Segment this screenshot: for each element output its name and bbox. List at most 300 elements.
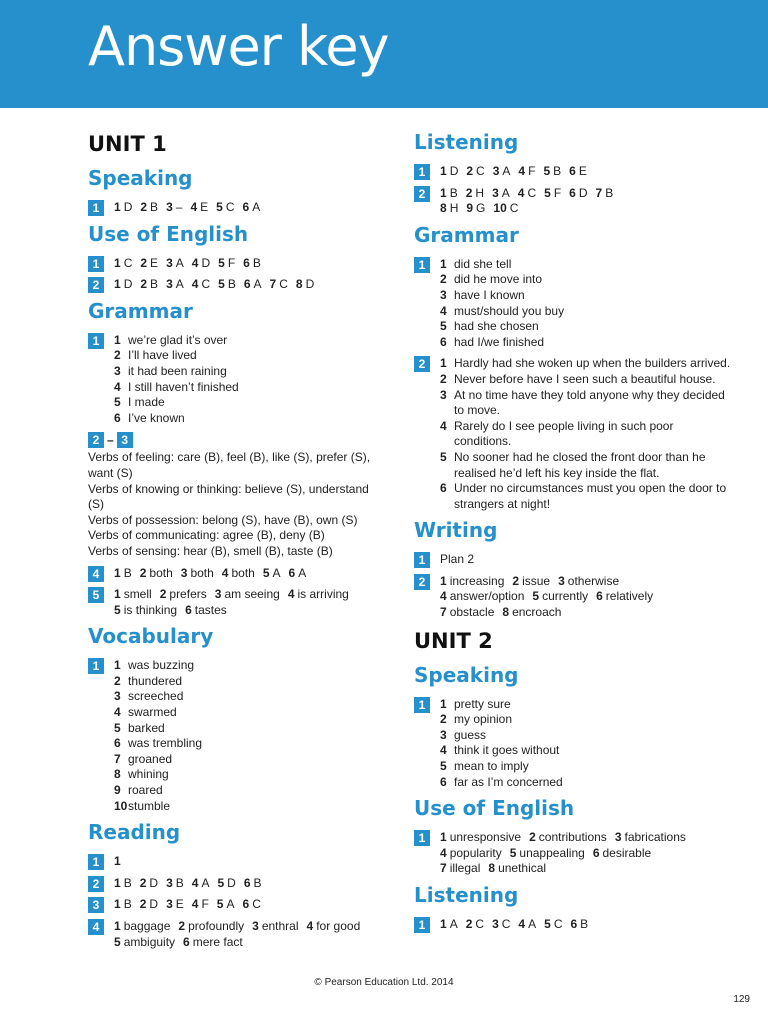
answer-item (114, 876, 132, 890)
item-number: 6 (288, 565, 296, 580)
answer-row (114, 277, 388, 293)
section-heading: Speaking (414, 662, 519, 687)
answer-item (217, 876, 235, 890)
item-answer: issue (522, 573, 551, 588)
item-number: 5 (216, 897, 224, 912)
item-number: 2 (529, 830, 536, 845)
answer-item (440, 830, 521, 844)
item-answer: C (527, 185, 537, 200)
answer-item (492, 917, 510, 931)
answer-item (185, 603, 227, 617)
item-answer: mean to imply (454, 759, 529, 774)
exercise (414, 257, 734, 351)
item-number: 2 (465, 185, 473, 200)
item-answer: answer/option (449, 589, 525, 604)
item-number: 1 (440, 573, 447, 588)
item-number: 8 (295, 277, 303, 292)
answer-item (216, 200, 234, 214)
item-number: 2 (440, 272, 447, 287)
exercise-number-badge: 3 (88, 897, 104, 913)
answer-item (192, 277, 210, 291)
exercise-number-badge: 1 (414, 552, 430, 568)
item-answer: B (253, 875, 262, 890)
header-bar (0, 0, 768, 108)
item-answer: tastes (194, 602, 227, 617)
item-number: 6 (114, 736, 121, 751)
item-number: 1 (114, 587, 121, 602)
answer-line (114, 380, 388, 396)
item-number: 5 (114, 395, 121, 410)
answer-item (440, 861, 480, 875)
exercise (414, 356, 734, 512)
item-answer: whining (128, 767, 169, 782)
item-number: 5 (216, 200, 223, 214)
exercise-number-badge: 2 (414, 574, 430, 590)
left-column (88, 124, 388, 956)
answer-item (192, 876, 210, 890)
answer-line (440, 272, 734, 288)
item-number: 4 (440, 589, 447, 604)
unit-heading: UNIT 2 (414, 628, 493, 653)
exercise-number-badge: 1 (414, 697, 430, 713)
item-answer: F (553, 185, 562, 200)
answer-row (440, 186, 734, 202)
section-heading: Speaking (88, 166, 193, 190)
unit-heading: UNIT 1 (88, 132, 167, 156)
answer-row (440, 830, 734, 846)
exercise (88, 587, 388, 618)
item-number: 8 (114, 767, 121, 782)
item-number: 1 (114, 897, 121, 912)
answer-item (140, 200, 158, 214)
answer-row (440, 917, 734, 933)
item-answer: unresponsive (449, 830, 522, 845)
item-answer: I still haven’t finished (128, 379, 239, 394)
answer-item (215, 587, 280, 601)
item-number: 4 (440, 418, 447, 433)
answer-item (114, 277, 132, 291)
section-heading: Vocabulary (88, 624, 214, 649)
exercise (414, 697, 734, 791)
answer-item (166, 200, 182, 214)
answer-item (114, 603, 177, 617)
answer-row (114, 876, 388, 892)
answer-item (518, 917, 536, 931)
item-number: 2 (159, 587, 167, 602)
answer-item (218, 256, 235, 270)
verb-category-line: Verbs of sensing: hear (B), smell (B), taste (B) (88, 543, 333, 558)
answer-item (488, 861, 546, 875)
answer-item (243, 256, 261, 270)
answer-item (288, 587, 349, 601)
answer-line (440, 759, 734, 775)
item-answer: B (580, 917, 589, 931)
exercise (414, 164, 734, 180)
item-number: 4 (190, 200, 198, 214)
item-number: 10 (114, 798, 128, 813)
answer-item (296, 277, 314, 291)
answer-line (114, 658, 388, 674)
exercise-number-badge: 2 (88, 876, 104, 892)
answer-row (114, 854, 388, 870)
item-number: 3 (166, 277, 173, 292)
item-answer: C (476, 164, 485, 178)
answer-item (512, 574, 550, 588)
item-number: 10 (493, 201, 507, 216)
item-answer: B (227, 277, 236, 292)
item-number: 9 (114, 783, 121, 798)
answer-line (440, 372, 734, 388)
item-answer: E (175, 897, 184, 912)
item-answer: A (501, 185, 510, 200)
item-answer: B (123, 875, 132, 890)
item-answer: B (605, 185, 614, 200)
answer-item (166, 277, 184, 291)
verb-category-line: Verbs of communicating: agree (B), deny (B) (88, 528, 325, 543)
answer-item (252, 919, 298, 933)
exercise (88, 256, 388, 272)
answer-line (114, 364, 388, 380)
exercise-number-badge: 1 (414, 830, 430, 846)
exercise-number-badge: 3 (117, 432, 133, 448)
item-number: 6 (570, 917, 578, 931)
item-number: 6 (243, 255, 250, 270)
answer-item (569, 164, 587, 178)
item-answer: it had been raining (128, 363, 227, 378)
exercise-number-badge: 4 (88, 566, 104, 582)
item-answer: groaned (128, 751, 173, 766)
answer-line (440, 419, 734, 450)
exercise-number-badge: 1 (88, 658, 104, 674)
answer-line (440, 304, 734, 320)
answer-item (440, 605, 494, 619)
item-number: 8 (440, 201, 447, 216)
exercise-number-badge: 2 (414, 356, 430, 372)
item-answer: far as I’m concerned (454, 774, 563, 789)
item-answer: prefers (169, 587, 207, 602)
item-number: 4 (191, 897, 199, 912)
item-answer: C (553, 917, 563, 931)
item-answer: did she tell (454, 256, 512, 271)
answer-item (558, 574, 619, 588)
verb-category-line: Verbs of possession: belong (S), have (B), own (S) (88, 512, 358, 527)
answer-line (114, 799, 388, 815)
answer-item (569, 186, 587, 200)
right-column (414, 124, 734, 939)
item-answer: G (476, 201, 486, 216)
section-heading: Grammar (88, 298, 193, 323)
item-answer: contributions (538, 830, 607, 845)
item-answer: illegal (449, 861, 481, 876)
item-number: 5 (218, 255, 225, 270)
item-number: 2 (114, 348, 121, 363)
item-number: 2 (140, 277, 148, 292)
item-number: 1 (440, 256, 447, 271)
section-heading: Listening (414, 130, 519, 154)
answer-item (140, 256, 158, 270)
page-number: 129 (733, 994, 750, 1005)
section-heading: Use of English (88, 221, 249, 246)
item-answer: desirable (602, 845, 652, 860)
answer-item (192, 897, 209, 911)
answer-line (114, 674, 388, 690)
answer-item (510, 846, 585, 860)
item-answer: C (225, 200, 235, 214)
item-answer: E (578, 164, 587, 178)
item-number: 2 (139, 565, 147, 580)
answer-item (217, 897, 235, 911)
answer-item (166, 876, 184, 890)
item-number: 5 (544, 185, 551, 200)
item-number: 3 (180, 565, 188, 580)
section-heading: Reading (88, 820, 181, 845)
item-number: 6 (596, 589, 603, 604)
item-number: 6 (440, 481, 447, 496)
item-answer: B (123, 565, 132, 580)
exercise (88, 432, 388, 559)
verb-category-line: Verbs of feeling: care (B), feel (B), like (S), prefer (S), want (S) (88, 450, 371, 480)
item-number: 5 (218, 277, 225, 292)
item-answer: is thinking (123, 602, 178, 617)
answer-line (114, 736, 388, 752)
item-number: 5 (114, 934, 121, 949)
item-answer: had I/we finished (454, 334, 545, 349)
answer-item (270, 277, 288, 291)
answer-item (466, 201, 485, 215)
item-answer: Rarely do I see people living in such poor conditions. (454, 418, 674, 449)
item-answer: did he move into (454, 272, 543, 287)
answer-item (289, 566, 307, 580)
item-answer: must/should you buy (454, 303, 565, 318)
item-answer: B (553, 164, 562, 178)
item-answer: D (123, 277, 133, 292)
item-answer: mere fact (192, 934, 243, 949)
item-number: 4 (221, 565, 229, 580)
item-number: 1 (114, 565, 121, 580)
exercise (88, 566, 388, 582)
answer-row (114, 935, 388, 951)
answer-item (160, 587, 207, 601)
item-number: 2 (465, 917, 473, 931)
item-answer: – (175, 200, 183, 214)
item-number: 1 (114, 277, 121, 292)
item-number: 1 (114, 919, 121, 933)
item-number: 7 (440, 861, 447, 876)
item-number: 3 (166, 875, 173, 890)
exercise (88, 876, 388, 892)
item-number: 6 (243, 277, 251, 292)
item-answer: Hardly had she woken up when the builders arrived. (454, 356, 731, 371)
answer-item (596, 589, 653, 603)
answer-item (114, 256, 132, 270)
section-heading: Use of English (414, 796, 575, 821)
answer-item (529, 830, 607, 844)
exercise (88, 200, 388, 216)
answer-item (243, 897, 261, 911)
item-answer: C (509, 201, 519, 216)
answer-item (518, 164, 535, 178)
answer-line (114, 767, 388, 783)
answer-line (114, 752, 388, 768)
answer-item (532, 589, 588, 603)
answer-line (440, 697, 734, 713)
item-answer: A (175, 255, 184, 270)
item-answer: Never before have I seen such a beautiful house. (454, 371, 716, 386)
item-number: 5 (262, 565, 270, 580)
item-number: 6 (185, 602, 192, 617)
answer-item (492, 186, 510, 200)
item-answer: A (252, 200, 261, 214)
item-number: 6 (114, 410, 121, 425)
item-answer: B (175, 875, 184, 890)
item-answer: currently (542, 589, 589, 604)
answer-row (114, 919, 388, 935)
answer-item (544, 917, 562, 931)
exercise (88, 919, 388, 950)
answer-item (140, 566, 173, 580)
answer-item (190, 200, 208, 214)
item-answer: popularity (449, 845, 502, 860)
answer-item (440, 589, 524, 603)
item-number: 1 (114, 332, 121, 347)
item-number: 1 (440, 696, 447, 711)
item-answer: I made (128, 395, 165, 410)
exercise-number-badge: 1 (88, 256, 104, 272)
item-number: 5 (543, 164, 551, 178)
answer-line (114, 783, 388, 799)
section-heading: Grammar (414, 222, 519, 247)
answer-item (440, 846, 502, 860)
item-answer: C (252, 897, 261, 912)
exercise (414, 917, 734, 933)
item-answer: I’ve known (128, 410, 185, 425)
item-answer: barked (128, 720, 165, 735)
answer-line (440, 728, 734, 744)
exercise-number-badge: 2 (88, 432, 104, 448)
item-number: 1 (114, 875, 121, 890)
answer-item (596, 186, 614, 200)
item-number: 2 (178, 919, 186, 933)
answer-item (263, 566, 281, 580)
answer-item (244, 277, 262, 291)
verb-category-line: Verbs of knowing or thinking: believe (S), understand (S) (88, 481, 369, 512)
exercise (414, 186, 734, 217)
item-answer: A (175, 277, 184, 292)
answer-line (440, 743, 734, 759)
answer-item (244, 876, 262, 890)
answer-item (166, 897, 184, 911)
item-number: 1 (114, 658, 121, 673)
item-number: 4 (440, 845, 447, 860)
answer-line (114, 395, 388, 411)
item-answer: ambiguity (123, 934, 176, 949)
item-number: 4 (287, 587, 295, 602)
answer-row (114, 566, 388, 582)
item-answer: profoundly (188, 919, 245, 933)
item-number: 4 (114, 705, 121, 720)
answer-item (140, 897, 158, 911)
item-number: 4 (518, 917, 526, 931)
exercise-number-badge: 5 (88, 587, 104, 603)
answer-item (440, 164, 458, 178)
exercise (88, 854, 388, 870)
answer-line (114, 705, 388, 721)
item-number: 6 (440, 334, 447, 349)
item-number: 1 (440, 917, 447, 931)
item-number: 3 (252, 919, 259, 933)
item-answer: pretty sure (454, 696, 511, 711)
item-answer: A (502, 164, 511, 178)
exercise-number-badge: 1 (88, 854, 104, 870)
answer-item (544, 186, 561, 200)
item-answer: think it goes without (454, 743, 560, 758)
exercise (88, 897, 388, 913)
answer-item (570, 917, 588, 931)
answer-line (440, 288, 734, 304)
answer-row (440, 201, 734, 217)
item-answer: D (149, 875, 159, 890)
item-number: 2 (114, 673, 121, 688)
item-answer: roared (128, 783, 163, 798)
answer-text: Plan 2 (440, 552, 475, 567)
exercise-number-badge: 1 (414, 164, 430, 180)
answer-line (440, 481, 734, 512)
answer-line (114, 721, 388, 737)
answer-item (593, 846, 651, 860)
item-number: 5 (114, 720, 121, 735)
item-answer: screeched (128, 689, 184, 704)
item-answer: otherwise (567, 573, 620, 588)
answer-item (466, 164, 484, 178)
exercise-number-badge: 4 (88, 919, 104, 935)
exercise (414, 574, 734, 621)
item-number: 6 (242, 897, 250, 912)
item-answer: was trembling (128, 736, 203, 751)
answer-item (440, 201, 458, 215)
answer-line (440, 356, 734, 372)
item-answer: B (123, 897, 132, 912)
item-number: 5 (440, 449, 447, 464)
item-answer: A (298, 565, 307, 580)
item-answer: C (501, 917, 511, 931)
item-answer: A (226, 897, 235, 912)
item-answer: A (528, 917, 537, 931)
item-answer: both (190, 565, 214, 580)
item-number: 8 (502, 605, 510, 620)
item-answer: D (578, 185, 588, 200)
exercise-number-badge: 1 (88, 333, 104, 349)
item-number: 3 (166, 255, 173, 270)
item-number: 4 (114, 379, 121, 394)
item-answer: D (305, 277, 315, 292)
item-answer: swarmed (128, 705, 177, 720)
item-answer: relatively (605, 589, 654, 604)
answer-item (493, 201, 518, 215)
item-answer: E (150, 255, 159, 270)
item-answer: had she chosen (454, 319, 539, 334)
exercise-number-badge: 1 (414, 257, 430, 273)
item-number: 7 (595, 185, 603, 200)
answer-item (518, 186, 536, 200)
item-number: 3 (440, 287, 447, 302)
answer-row (440, 574, 734, 590)
item-number: 2 (140, 200, 148, 214)
answer-item (114, 897, 132, 911)
answer-item (466, 917, 484, 931)
item-number: 2 (440, 371, 447, 386)
answer-row (440, 605, 734, 621)
item-answer: D (227, 875, 236, 890)
